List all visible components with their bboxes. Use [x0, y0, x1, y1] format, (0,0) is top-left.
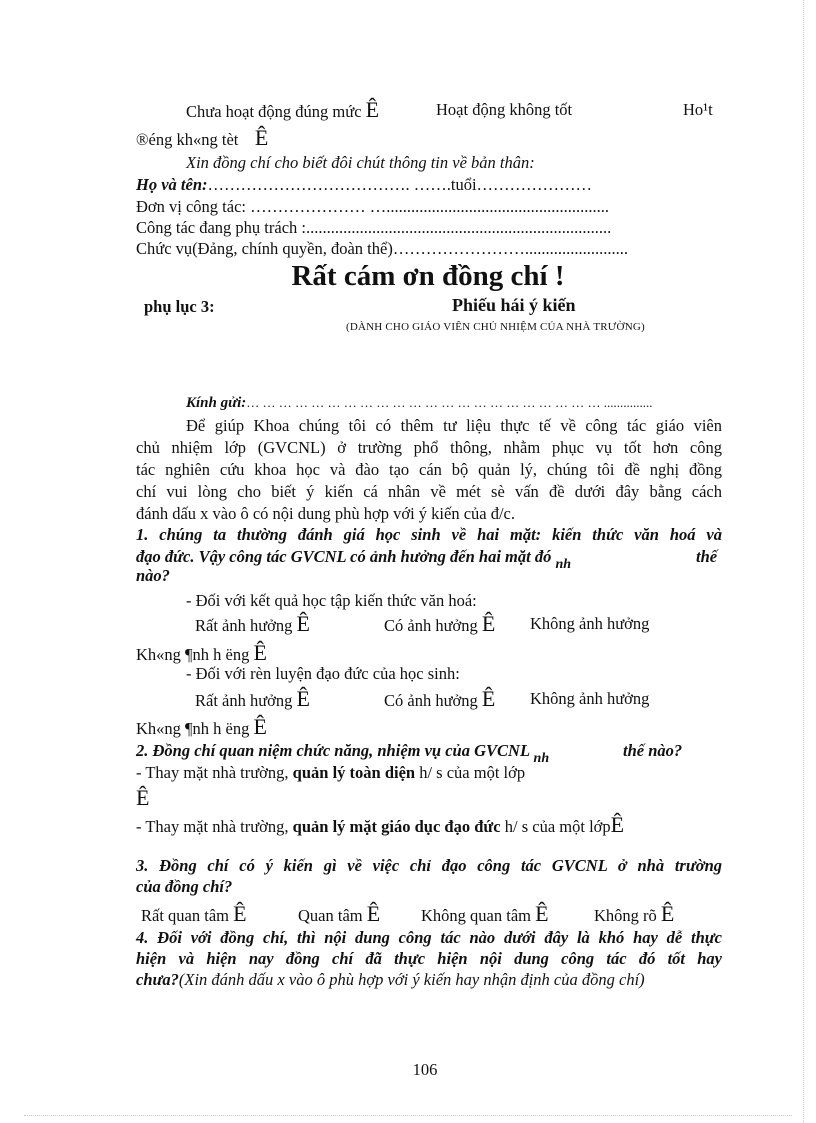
checkbox-icon[interactable]: Ê [660, 901, 675, 926]
unit-field[interactable]: Đơn vị công tác: ………………… …...................................................... [136, 197, 609, 216]
q1-line-1: 1. chúng ta thường đánh giá học sinh về hai mặt: kiến thức văn hoá và [136, 525, 722, 544]
greeting-line [186, 392, 653, 413]
option-line-2 [136, 125, 269, 150]
checkbox-icon[interactable]: Ê [365, 97, 380, 122]
q3-line-1: 3. Đồng chí có ý kiến gì về việc chỉ đạo công tác GVCNL ở nhà trường [136, 856, 722, 875]
info-intro: Xin đồng chí cho biết đôi chút thông tin về bản thân: [186, 153, 535, 172]
q1-b-opt-none: Không ảnh hưởng [530, 689, 650, 708]
q1-b-opt-none-garbled: Kh«ng ¶nh h ëng [136, 719, 250, 738]
checkbox-icon[interactable]: Ê [253, 714, 267, 739]
q1-line-2-end: thế [696, 547, 718, 566]
checkbox-icon[interactable]: Ê [233, 901, 247, 926]
q1-a-opt-some-label: Có ảnh hưởng [384, 616, 478, 635]
checkbox-icon[interactable]: Ê [254, 125, 269, 150]
q3-opt-2 [298, 901, 381, 926]
thanks-heading: Rất cám ơn đồng chí ! [291, 260, 565, 292]
option-garbled-start: Ho¹t [683, 100, 713, 119]
q2-title [136, 741, 550, 766]
q1-a-opt-strong-label: Rất ảnh hưởng [195, 616, 293, 635]
q2-option-1-pre: - Thay mặt nhà trường, [136, 763, 289, 782]
option-not-fully-active: Chưa hoạt động đúng mức [186, 102, 362, 121]
checkbox-icon[interactable]: Ê [481, 686, 496, 711]
appendix-title: Phiếu hái ý kiến [452, 295, 576, 315]
greeting-label: Kính gửi: [186, 395, 247, 411]
q1-b-opt-strong-label: Rất ảnh hưởng [195, 691, 293, 710]
intro-paragraph-line-2: chủ nhiệm lớp (GVCNL) ở trường phổ thông, nhằm phục vụ tốt hơn công [136, 438, 722, 457]
q1-a-opt-none: Không ảnh hưởng [530, 614, 650, 633]
q1-line-3: nào? [136, 566, 170, 585]
appendix-subtitle: (DÀNH CHO GIÁO VIÊN CHỦ NHIỆM CỦA NHÀ TRƯỜNG) [346, 321, 645, 333]
appendix-label: phụ lục 3: [144, 297, 215, 316]
q2-title-end: thế nào? [623, 741, 683, 760]
q1-nh: nh [555, 557, 572, 572]
q2-option-2-post: h/ s của một lớp [504, 817, 611, 836]
greeting-field[interactable]: … … … … … … … … … … … … … … … … … … … … … … ............... [246, 395, 653, 410]
q2-option-2-pre: - Thay mặt nhà trường, [136, 817, 289, 836]
q2-title-text: 2. Đồng chí quan niệm chức năng, nhiệm vụ của GVCNL [136, 741, 530, 760]
q1-a-opt-strong [195, 611, 310, 636]
q3-opt-4-label: Không rõ [594, 906, 657, 925]
q3-opt-4 [594, 901, 675, 926]
option-not-good: Hoạt động không tốt [436, 100, 573, 119]
q3-opt-2-label: Quan tâm [298, 906, 363, 925]
q1-line-2-text: đạo đức. Vậy công tác GVCNL có ảnh hưởng đến hai mặt đó [136, 547, 552, 566]
q1-b-opt-some [384, 686, 496, 711]
q1-b-label: - Đối với rèn luyện đạo đức của học sinh: [186, 664, 460, 683]
q4-line-2: hiện và hiện nay đồng chí đã thực hiện nội dung công tác đó tốt hay [136, 949, 722, 968]
name-line [136, 175, 592, 195]
name-field[interactable]: ………………………………. …….tuổi………………… [207, 175, 593, 194]
checkbox-icon[interactable]: Ê [610, 812, 625, 837]
q1-a-opt-some [384, 611, 496, 636]
intro-paragraph-line-1: Để giúp Khoa chúng tôi có thêm tư liệu thực tế về công tác giáo viên [186, 416, 722, 435]
q1-b-opt-strong [195, 686, 310, 711]
checkbox-icon[interactable]: Ê [296, 611, 310, 636]
duty-field[interactable]: Công tác đang phụ trách :.......................................................................... [136, 218, 612, 237]
option-garbled-end: ®éng kh«ng tèt [136, 130, 239, 149]
checkbox-icon[interactable]: Ê [253, 640, 267, 665]
name-label: Họ và tên: [136, 175, 208, 194]
checkbox-icon[interactable]: Ê [136, 785, 150, 810]
q2-option-1-post: h/ s của một lớp [419, 763, 526, 782]
q3-opt-3-label: Không quan tâm [421, 906, 531, 925]
option-line-1 [186, 97, 380, 122]
q2-option-2-bold: quản lý mặt giáo dục đạo đức [292, 817, 501, 836]
checkbox-icon[interactable]: Ê [535, 901, 549, 926]
q3-opt-1 [141, 901, 247, 926]
checkbox-icon[interactable]: Ê [296, 686, 310, 711]
q2-option-1-box [136, 785, 150, 810]
q4-line-3-bold: chưa? [136, 970, 179, 989]
page-edge-dotted [24, 1115, 792, 1116]
intro-paragraph-line-3: tác nghiên cứu khoa học và đào tạo cán bộ quản lý, chúng tôi đề nghị đồng [136, 460, 722, 479]
page-edge-dotted-right [803, 0, 804, 1123]
checkbox-icon[interactable]: Ê [481, 611, 496, 636]
page-number: 106 [412, 1060, 438, 1079]
q1-line-2 [136, 547, 572, 572]
q2-nh: nh [533, 751, 550, 766]
q1-b-opt-some-label: Có ảnh hưởng [384, 691, 478, 710]
q3-opt-1-label: Rất quan tâm [141, 906, 229, 925]
q4-line-3 [136, 970, 645, 990]
q1-b-opt-none-cont [136, 714, 267, 739]
position-field[interactable]: Chức vụ(Đảng, chính quyền, đoàn thể)……………………......................... [136, 239, 628, 258]
q2-option-1 [136, 763, 525, 783]
q3-opt-3 [421, 901, 549, 926]
q2-option-2 [136, 812, 625, 837]
intro-paragraph-line-4: chí vui lòng cho biết ý kiến cá nhân về mét sè vấn đề dưới đây bằng cách [136, 482, 722, 501]
q4-line-3-italic: (Xin đánh dấu x vào ô phù hợp với ý kiến hay nhận định của đồng chí) [178, 970, 645, 989]
q4-line-1: 4. Đối với đồng chí, thì nội dung công tác nào dưới đây là khó hay dễ thực [136, 928, 722, 947]
checkbox-icon[interactable]: Ê [366, 901, 381, 926]
q1-a-opt-none-cont [136, 640, 267, 665]
intro-paragraph-line-5: đánh dấu x vào ô có nội dung phù hợp với ý kiến của đ/c. [136, 504, 516, 523]
q3-line-2: của đồng chí? [136, 877, 233, 896]
q2-option-1-bold: quản lý toàn diện [292, 763, 416, 782]
q1-a-label: - Đối với kết quả học tập kiến thức văn hoá: [186, 591, 477, 610]
q1-a-opt-none-garbled: Kh«ng ¶nh h ëng [136, 645, 250, 664]
